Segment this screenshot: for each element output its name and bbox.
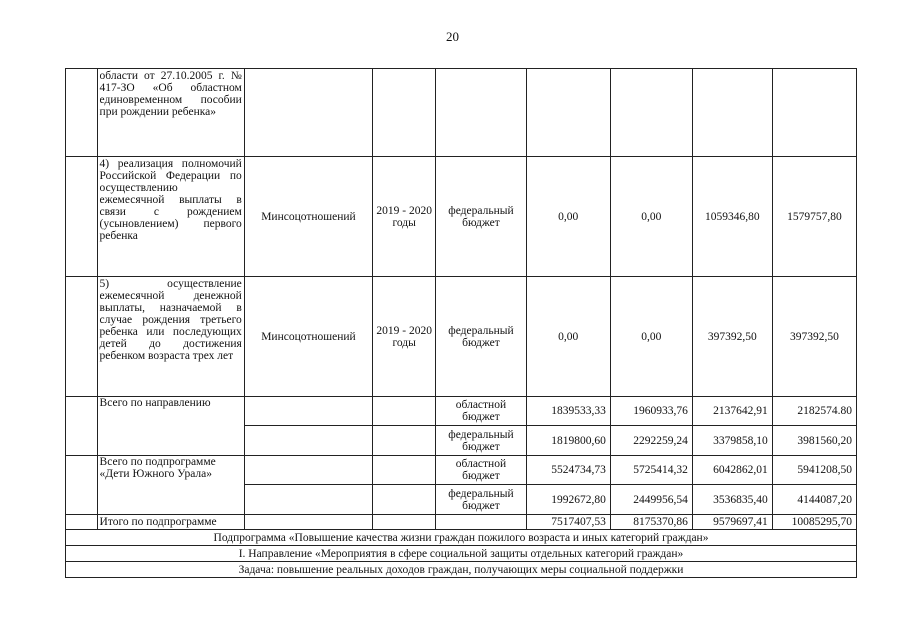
period-cell bbox=[373, 456, 436, 485]
value-cell: 1839533,33 bbox=[526, 397, 610, 426]
value-cell: 2137642,91 bbox=[692, 397, 772, 426]
value-cell: 0,00 bbox=[610, 157, 692, 277]
total-direction-label: Всего по направлению bbox=[97, 397, 244, 456]
executor-cell bbox=[244, 426, 372, 456]
table-row bbox=[66, 69, 857, 157]
executor-cell: Минсоцотношений bbox=[244, 277, 372, 397]
source-cell: федеральный бюджет bbox=[436, 485, 526, 515]
page-number: 20 bbox=[446, 29, 459, 44]
executor-cell bbox=[244, 485, 372, 515]
value-cell: 0,00 bbox=[526, 277, 610, 397]
value-cell: 3536835,40 bbox=[692, 485, 772, 515]
grand-total-label: Итого по подпрограмме bbox=[97, 515, 244, 530]
table-row bbox=[66, 530, 857, 546]
value-cell: 9579697,41 bbox=[692, 515, 772, 530]
period-cell bbox=[373, 397, 436, 426]
period-cell bbox=[373, 69, 436, 157]
period-cell: 2019 - 2020 годы bbox=[373, 277, 436, 397]
value-cell: 4144087,20 bbox=[772, 485, 856, 515]
executor-cell bbox=[244, 456, 372, 485]
direction-heading: I. Направление «Мероприятия в сфере социальной защиты отдельных категорий граждан» bbox=[66, 546, 857, 562]
source-cell bbox=[436, 69, 526, 157]
description-cell: области от 27.10.2005 г. № 417-ЗО «Об областном единовременном пособии при рождении ребенка» bbox=[97, 69, 244, 157]
table-row bbox=[66, 515, 857, 530]
value-cell: 0,00 bbox=[610, 277, 692, 397]
value-cell: 397392,50 bbox=[772, 277, 856, 397]
value-cell: 397392,50 bbox=[692, 277, 772, 397]
value-cell: 1992672,80 bbox=[526, 485, 610, 515]
table-row bbox=[66, 277, 857, 397]
source-cell: федеральный бюджет bbox=[436, 426, 526, 456]
source-cell: федеральный бюджет bbox=[436, 277, 526, 397]
value-cell bbox=[772, 69, 856, 157]
value-cell: 6042862,01 bbox=[692, 456, 772, 485]
index-cell bbox=[66, 456, 98, 515]
value-cell: 5524734,73 bbox=[526, 456, 610, 485]
index-cell bbox=[66, 69, 98, 157]
value-cell: 0,00 bbox=[526, 157, 610, 277]
value-cell: 1059346,80 bbox=[692, 157, 772, 277]
index-cell bbox=[66, 157, 98, 277]
budget-table bbox=[65, 68, 857, 578]
table-row bbox=[66, 546, 857, 562]
value-cell: 3981560,20 bbox=[772, 426, 856, 456]
table-row bbox=[66, 157, 857, 277]
value-cell bbox=[526, 69, 610, 157]
period-cell: 2019 - 2020 годы bbox=[373, 157, 436, 277]
description-cell: 5) осуществление ежемесячной денежной выплаты, назначаемой в случае рождения третьего ребенка или последующих детей до достижения ребенком возраста трех лет bbox=[97, 277, 244, 397]
executor-cell bbox=[244, 515, 372, 530]
index-cell bbox=[66, 515, 98, 530]
total-subprogram-label: Всего по подпрограмме «Дети Южного Урала» bbox=[97, 456, 244, 515]
index-cell bbox=[66, 397, 98, 456]
subprogram-heading: Подпрограмма «Повышение качества жизни граждан пожилого возраста и иных категорий граждан» bbox=[66, 530, 857, 546]
executor-cell bbox=[244, 397, 372, 426]
source-cell: федеральный бюджет bbox=[436, 157, 526, 277]
value-cell: 3379858,10 bbox=[692, 426, 772, 456]
value-cell: 7517407,53 bbox=[526, 515, 610, 530]
value-cell: 5725414,32 bbox=[610, 456, 692, 485]
source-cell: областной бюджет bbox=[436, 397, 526, 426]
source-cell: областной бюджет bbox=[436, 456, 526, 485]
table-row bbox=[66, 562, 857, 578]
source-cell bbox=[436, 515, 526, 530]
value-cell: 1819800,60 bbox=[526, 426, 610, 456]
executor-cell: Минсоцотношений bbox=[244, 157, 372, 277]
value-cell: 10085295,70 bbox=[772, 515, 856, 530]
value-cell: 2182574.80 bbox=[772, 397, 856, 426]
period-cell bbox=[373, 426, 436, 456]
value-cell: 1579757,80 bbox=[772, 157, 856, 277]
value-cell: 2449956,54 bbox=[610, 485, 692, 515]
value-cell: 1960933,76 bbox=[610, 397, 692, 426]
value-cell: 2292259,24 bbox=[610, 426, 692, 456]
value-cell: 8175370,86 bbox=[610, 515, 692, 530]
period-cell bbox=[373, 515, 436, 530]
table-row bbox=[66, 456, 857, 485]
value-cell bbox=[692, 69, 772, 157]
period-cell bbox=[373, 485, 436, 515]
table-row bbox=[66, 397, 857, 426]
value-cell: 5941208,50 bbox=[772, 456, 856, 485]
description-cell: 4) реализация полномочий Российской Федерации по осуществлению ежемесячной выплаты в связи с рождением (усыновлением) первого ребенка bbox=[97, 157, 244, 277]
task-heading: Задача: повышение реальных доходов граждан, получающих меры социальной поддержки bbox=[66, 562, 857, 578]
executor-cell bbox=[244, 69, 372, 157]
index-cell bbox=[66, 277, 98, 397]
value-cell bbox=[610, 69, 692, 157]
